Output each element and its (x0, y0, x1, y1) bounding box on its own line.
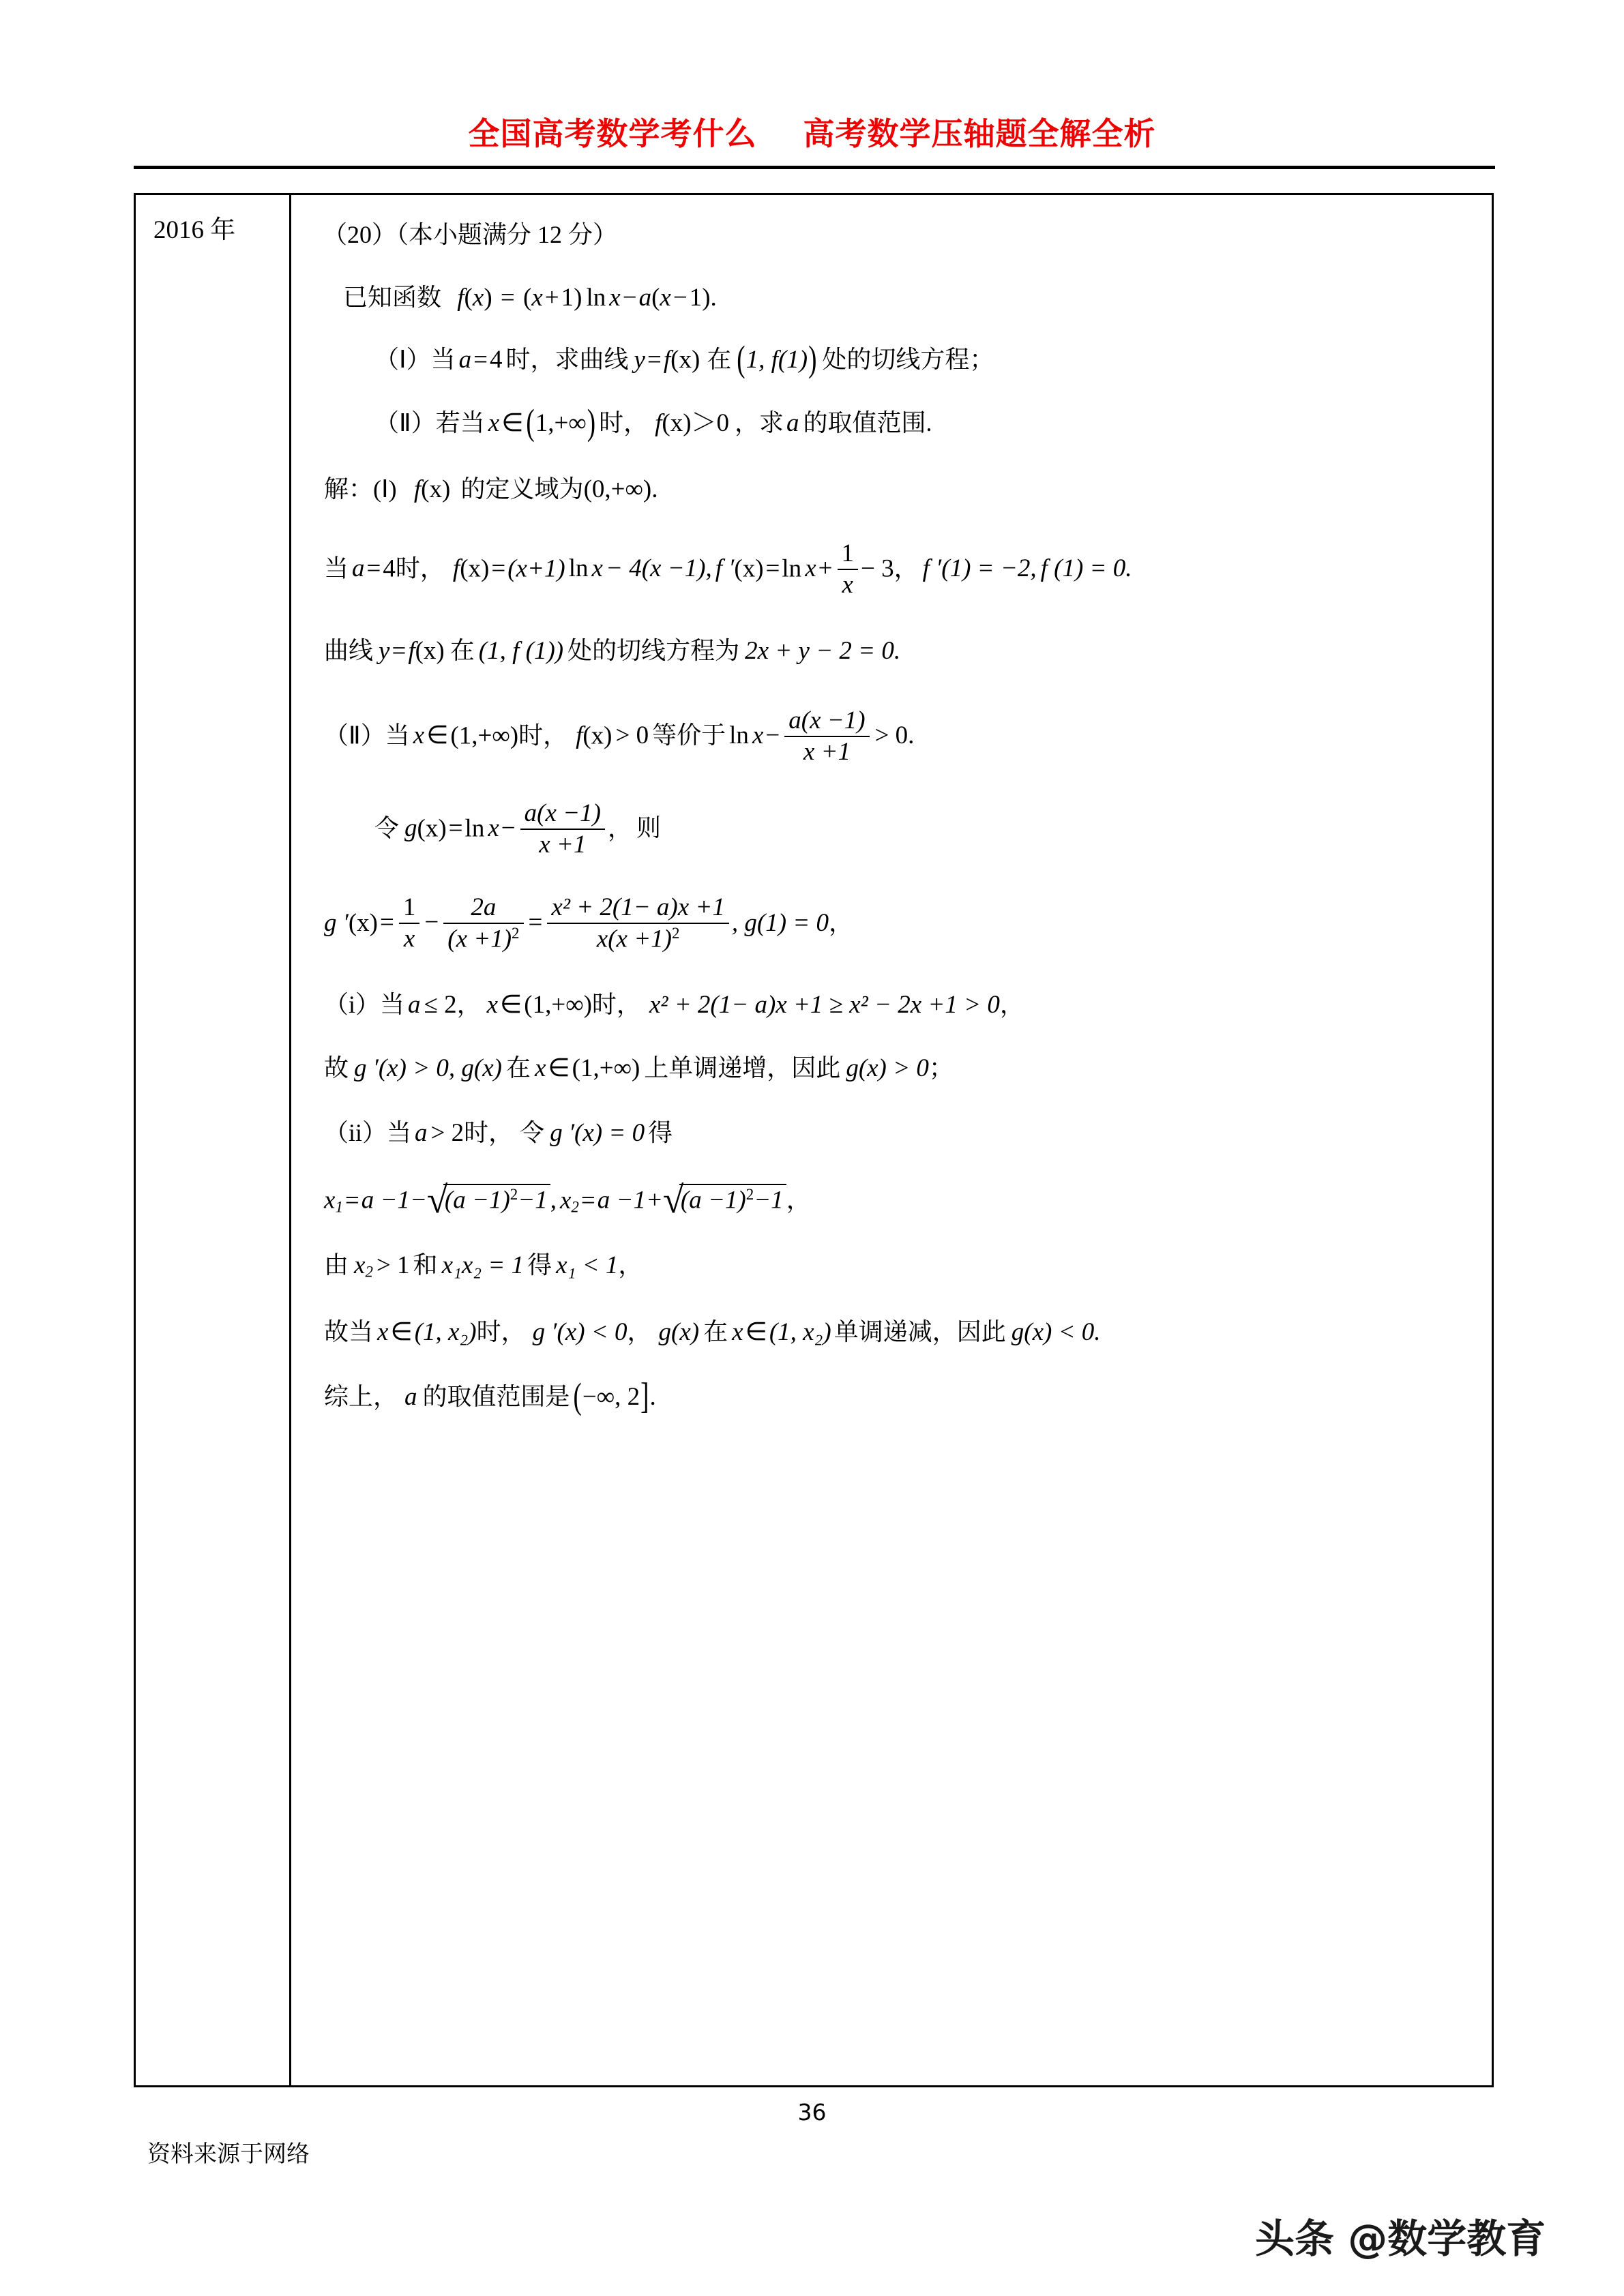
sol6-fraction-2 (443, 894, 523, 953)
part-2-interval: 1,+∞ (535, 409, 587, 437)
part-1-var-y: y (634, 346, 645, 374)
sol6-f2-den (443, 924, 523, 953)
sol11-end: ， (618, 1251, 643, 1279)
sol4-gt: > 0. (874, 721, 915, 750)
sol10-rad1-exp: 2 (510, 1186, 518, 1204)
part-2-member-of: ∈ (501, 409, 524, 437)
solution-line-5 (323, 801, 1464, 860)
equals: = (500, 284, 515, 312)
sol6-f3-num: x² + 2(1− a)x +1 (547, 894, 728, 924)
sol2-equals-2: = (491, 554, 506, 583)
sol10-x1: x (324, 1186, 336, 1214)
sol8-gx: g(x) > 0 (846, 1054, 929, 1083)
part-1-fn-f: f (663, 346, 671, 374)
sol6-tail: , g(1) = 0 (731, 908, 829, 937)
part-1-equals: = (473, 346, 488, 374)
ln-op: ln (586, 284, 606, 312)
sol7-le-2: ≤ 2 (424, 991, 457, 1019)
sol12-shi: 时， (476, 1318, 526, 1346)
sol4-gt-zero: > 0 (615, 721, 649, 750)
sol10-equals: = (344, 1186, 359, 1214)
sol10-radicand-1 (443, 1184, 550, 1213)
sol6-f2-num: 2a (443, 894, 523, 924)
part-2-var-x: x (488, 409, 500, 437)
sol7-when: 当 (380, 991, 405, 1019)
part-2-text-1: 若当 (435, 409, 485, 436)
sol4-shi: 时， (518, 721, 568, 749)
part-1-equals-2: = (647, 346, 662, 374)
source-note: 资料来源于网络 (147, 2141, 310, 2168)
sol9-g-prime-eq: g ′(x) = 0 (550, 1119, 645, 1148)
part-1-value-4: 4 (490, 346, 503, 374)
sol7-end: ， (999, 991, 1024, 1019)
solution-line-12 (323, 1320, 1464, 1345)
problem-table (134, 193, 1494, 2087)
sol2-comma: ， (894, 554, 919, 582)
sol6-minus: − (424, 908, 439, 937)
given-prefix: 已知函数 (343, 284, 442, 311)
sol10-radical-2 (664, 1184, 786, 1213)
sol2-fraction (838, 540, 859, 599)
sol8-g-prime-expr: g ′(x) > 0, g(x) (354, 1054, 502, 1083)
sol2-fprime-1: f ′(1) = −2, (922, 554, 1037, 583)
sol9-shi: 时， (464, 1119, 514, 1147)
expr-x: x (531, 284, 543, 312)
tail-open: ( (651, 284, 660, 312)
sol7-member-of: ∈ (500, 991, 522, 1019)
sol11-x2-sub: 2 (365, 1263, 373, 1281)
sol3-point: (1, f (1)) (478, 636, 564, 665)
sol10-radical-1 (428, 1184, 550, 1213)
sol2-fprime-arg: (x) (734, 554, 764, 583)
sol4-frac-num: a(x −1) (784, 707, 869, 737)
sol5-fn-g: g (404, 814, 417, 843)
sol7-shi: 时， (591, 991, 641, 1019)
var-x: x (472, 284, 484, 312)
sol2-frac-den: x (842, 571, 853, 599)
problem-number: （20）（本小题满分 12 分） (323, 221, 618, 248)
part-2-text-4: 的取值范围. (803, 409, 932, 436)
tail-minus: − (673, 284, 688, 312)
sol1-text: 的定义域为 (460, 475, 584, 503)
sol3-text: 曲线 (324, 636, 374, 664)
sol5-ling: 令 (374, 814, 400, 842)
sol6-equals: = (380, 908, 394, 937)
solution-line-10 (323, 1184, 1464, 1215)
solution-line-2 (323, 541, 1464, 600)
sol9-label: （ii） (324, 1119, 387, 1147)
sol13-text: 的取值范围是 (422, 1383, 570, 1411)
sol4-fn-arg: (x) (582, 721, 612, 750)
paren-open: ( (464, 284, 473, 312)
sol11-you: 由 (324, 1251, 349, 1279)
page-number: 36 (797, 2099, 827, 2126)
solution-line-8 (323, 1056, 1464, 1081)
sol12-text: 单调递减，因此 (833, 1318, 1006, 1346)
sol7-comma: ， (456, 991, 482, 1019)
sol13-var-a: a (404, 1383, 417, 1412)
problem-number-line (323, 222, 1464, 247)
sol4-ln: ln (729, 721, 749, 750)
sol10-a-minus-1: a −1− (361, 1186, 427, 1214)
sol4-text: 等价于 (652, 721, 726, 749)
sol10-x1-sub: 1 (335, 1198, 343, 1216)
sol3-fn-arg: (x) (415, 636, 445, 665)
sol4-fraction (784, 707, 869, 766)
sol13-end: . (649, 1383, 656, 1412)
sol10-comma: , (550, 1186, 557, 1214)
sol4-var-x: x (413, 721, 425, 750)
part-1-text-1: 当 (430, 346, 456, 373)
sol8-text: 上单调递增，因此 (644, 1054, 841, 1082)
sol10-rad1-base: (a −1) (444, 1186, 510, 1214)
sol3-zai: 在 (449, 636, 475, 664)
sol6-f3-den (547, 924, 728, 953)
sol6-f3-den-base: x(x +1) (596, 925, 672, 953)
sol3-text-2: 处的切线方程为 (567, 636, 740, 664)
solution-line-9 (323, 1120, 1464, 1146)
sol5-ze: 则 (636, 814, 661, 842)
solution-line-1 (323, 477, 1464, 502)
sol12-comma: ， (627, 1318, 652, 1346)
sol2-frac-num: 1 (838, 540, 859, 570)
sol2-ln-x-2: x (805, 554, 816, 583)
sol2-fn-arg: (x) (460, 554, 490, 583)
sol11-de: 得 (527, 1251, 552, 1279)
sol2-equals: = (366, 554, 381, 583)
sol9-gt-2: > 2 (430, 1119, 464, 1148)
sol2-var-a: a (352, 554, 365, 583)
sol10-radicand-2 (679, 1184, 786, 1213)
sol10-end: ， (786, 1186, 811, 1214)
part-1-text-3: 在 (707, 346, 732, 373)
sol4-fn-f: f (576, 721, 583, 750)
sol10-rad2-exp: 2 (745, 1186, 754, 1204)
part-2-zero: 0 (716, 409, 730, 437)
sol8-member-of: ∈ (548, 1054, 570, 1083)
sol12-gx: g(x) (658, 1318, 700, 1347)
sol6-f2-den-base: (x +1) (447, 925, 512, 953)
sol5-comma: ， (607, 814, 632, 842)
sol4-label: （Ⅱ） (324, 721, 385, 749)
sol11-gt-1: > 1 (376, 1251, 410, 1279)
sol2-equals-3: = (765, 554, 780, 583)
sol6-f1-den: x (403, 925, 415, 953)
sol7-var-x: x (486, 991, 499, 1019)
sol9-de: 得 (648, 1119, 673, 1147)
sol6-f3-den-exp: 2 (672, 924, 680, 942)
part-2-var-a: a (786, 409, 799, 437)
part-2-text-2: 时， (599, 409, 649, 436)
part-1-line: （Ⅰ）当 a=4 时，求曲线 y=f(x) 在 (1, f(1)) 处的切线方程； (374, 339, 994, 381)
sol5-minus: − (501, 814, 516, 843)
sol12-var-x-2: x (732, 1318, 743, 1347)
sol8-end: ； (928, 1054, 954, 1082)
sol11-x1x2: x₁x₂ = 1 (441, 1251, 525, 1279)
page-header (0, 109, 1624, 154)
year-label: 2016 年 (153, 216, 236, 244)
sol8-zai: 在 (505, 1054, 531, 1082)
sol2-when: 当 (324, 554, 349, 582)
sol9-ling: 令 (520, 1119, 545, 1147)
part-1-text-4: 处的切线方程； (822, 346, 994, 373)
part-2-text-3: ，求 (735, 409, 784, 436)
sol12-interval-2: (1, x₂) (769, 1318, 831, 1347)
sol11-x2: x (354, 1251, 366, 1279)
sol8-interval: (1,+∞) (572, 1054, 640, 1083)
sol12-member-of-2: ∈ (745, 1318, 767, 1347)
sol5-frac-den: x +1 (539, 830, 587, 859)
sol8-var-x: x (534, 1054, 546, 1083)
sol9-when: 当 (387, 1119, 412, 1147)
sol12-tail: g(x) < 0. (1011, 1318, 1101, 1347)
sol12-zai: 在 (703, 1318, 728, 1346)
sol2-value-4: 4 (383, 554, 396, 583)
solution-line-11 (323, 1253, 1464, 1281)
sol2-fprime: f ′ (715, 554, 735, 583)
part-1-fn-arg: (x) (670, 346, 700, 374)
part-2-gt: ＞ (691, 409, 717, 437)
sol13-answer-interval: −∞, 2 (582, 1383, 640, 1412)
part-1-label: （Ⅰ） (374, 346, 431, 373)
solution-line-6 (323, 895, 1464, 955)
sol2-ln: ln (568, 554, 589, 583)
sol6-fraction-3 (547, 894, 728, 953)
part-1-var-a: a (458, 346, 472, 374)
part-2-line: （Ⅱ）若当 x∈ (1,+∞) 时， f(x)＞0 ，求 a 的取值范围. (374, 402, 932, 444)
tail-x: x (660, 284, 671, 312)
sol7-interval: (1,+∞) (524, 991, 592, 1019)
sol11-he: 和 (413, 1251, 438, 1279)
sol6-comma: ， (829, 908, 854, 936)
sol12-member-of: ∈ (390, 1318, 413, 1347)
sol5-fn-arg: (x) (417, 814, 447, 843)
sol5-ln: ln (464, 814, 485, 843)
sol11-x1-lt-1: x₁ < 1 (556, 1251, 619, 1279)
part-2-label: （Ⅱ） (374, 409, 436, 436)
sol12-var-x: x (377, 1318, 389, 1347)
sol4-interval: (1,+∞) (450, 721, 519, 750)
fn-f: f (457, 284, 464, 312)
sol10-x2-sub: 2 (571, 1198, 579, 1216)
sol4-ln-x: x (752, 721, 764, 750)
sol6-fraction-1 (399, 894, 420, 953)
solution-line-3 (323, 638, 1464, 664)
sol2-fn-f: f (452, 554, 460, 583)
sol10-a-minus-1-b: a −1+ (597, 1186, 663, 1214)
sol7-label: （i） (324, 991, 381, 1019)
sol3-tangent-equation: 2x + y − 2 = 0. (745, 636, 901, 665)
sol5-ln-x: x (488, 814, 499, 843)
sol1-fn-f: f (413, 475, 422, 503)
sol7-var-a: a (408, 991, 421, 1019)
sol6-f2-den-exp: 2 (512, 924, 520, 942)
page-title: 全国高考数学考什么 高考数学压轴题全解全析 (468, 115, 1156, 152)
sol2-expr: (x+1) (507, 554, 565, 583)
content-column (291, 195, 1492, 2085)
part-1-text-2: 时，求曲线 (505, 346, 629, 373)
sol4-when: 当 (385, 721, 410, 749)
sol2-f-1: f (1) = 0. (1040, 554, 1132, 583)
sol12-interval: (1, x₂) (414, 1318, 477, 1347)
header-divider (134, 166, 1495, 169)
watermark: 头条 @数学教育 (1255, 2216, 1546, 2262)
solution-prefix: 解：(Ⅰ) (324, 475, 397, 503)
solution-line-7 (323, 992, 1464, 1017)
given-function-line (323, 285, 1464, 310)
tail-one: 1). (689, 284, 717, 312)
sol10-equals-2: = (580, 1186, 595, 1214)
solution-line-13: 综上， a 的取值范围是 (−∞, 2]. (324, 1376, 656, 1418)
part-2-fn-f: f (655, 409, 662, 437)
sol7-inequality: x² + 2(1− a)x +1 ≥ x² − 2x +1 > 0 (649, 991, 1000, 1019)
sol2-minus3: − 3 (861, 554, 894, 583)
sol5-equals: = (448, 814, 463, 843)
sol4-minus: − (765, 721, 780, 750)
sol5-fraction (520, 800, 605, 859)
part-2-fn-arg: (x) (662, 409, 692, 437)
sol10-rad1-tail: −1 (518, 1186, 548, 1214)
sol3-var-y: y (379, 636, 390, 665)
sol10-rad2-base: (a −1) (680, 1186, 746, 1214)
sol4-member-of: ∈ (426, 721, 449, 750)
sol2-plus: + (818, 554, 833, 583)
plus: + (544, 284, 559, 312)
coef-a: a (638, 284, 652, 312)
sol2-ln-x: x (591, 554, 603, 583)
expr-open: ( (523, 284, 532, 312)
sol1-domain: (0,+∞). (583, 475, 658, 503)
sol12-gudang: 故当 (324, 1318, 374, 1346)
sol2-shi: 时， (395, 554, 445, 582)
ln-arg-x: x (609, 284, 621, 312)
minus: − (622, 284, 637, 312)
sol10-x2: x (559, 1186, 572, 1214)
year-column (136, 195, 291, 2085)
sol2-ln-2: ln (782, 554, 802, 583)
sol13-zong: 综上， (324, 1383, 398, 1411)
sol1-fn-arg: (x) (421, 475, 451, 503)
sol2-minus4: − 4(x −1), (605, 554, 712, 583)
sol8-gu: 故 (324, 1054, 349, 1082)
solution-line-4 (323, 706, 1464, 767)
expr-one: 1) (561, 284, 582, 312)
sol3-fn-f: f (408, 636, 415, 665)
part-1-point: 1, f(1) (745, 346, 808, 374)
sol3-equals: = (392, 636, 407, 665)
sol6-equals-2: = (528, 908, 543, 937)
sol6-g-prime: g ′ (324, 908, 349, 937)
sol9-var-a: a (415, 1119, 428, 1148)
sol4-frac-den: x +1 (803, 738, 851, 766)
sol10-rad2-tail: −1 (754, 1186, 784, 1214)
sol12-g-prime-lt-0: g ′(x) < 0 (532, 1318, 628, 1347)
sol5-frac-num: a(x −1) (520, 800, 605, 830)
sol6-g-prime-arg: (x) (348, 908, 378, 937)
paren-close: ) (484, 284, 492, 312)
sol6-f1-num: 1 (399, 894, 420, 924)
